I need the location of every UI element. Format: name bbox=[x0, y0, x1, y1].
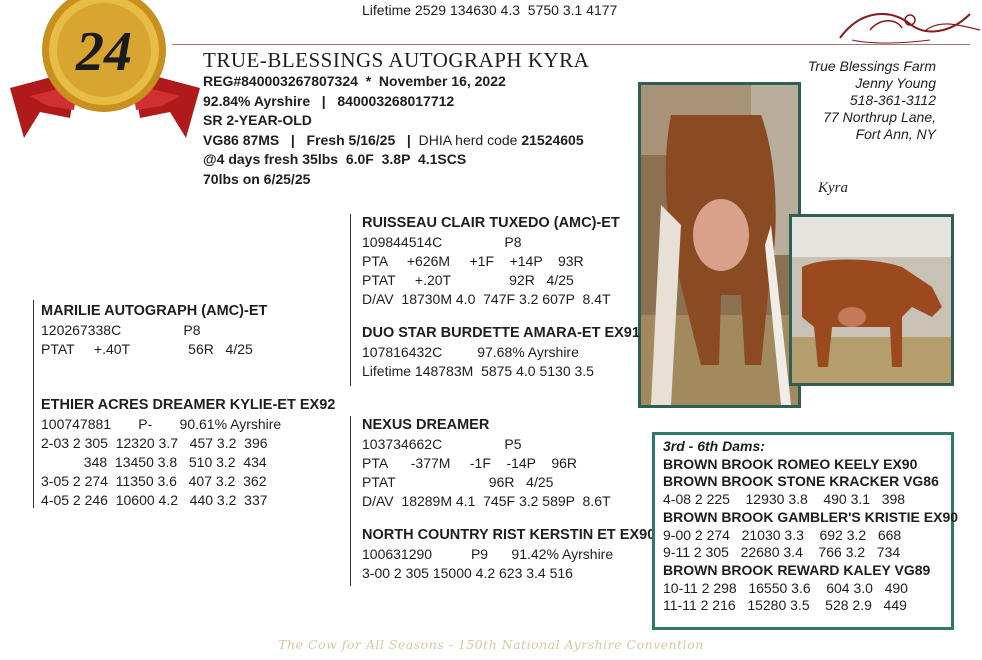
badge-number: 24 bbox=[76, 21, 132, 83]
dam-name: ETHIER ACRES DREAMER KYLIE-ET EX92 bbox=[41, 397, 336, 413]
farm-street: 77 Northrup Lane, bbox=[823, 109, 936, 125]
animal-reg-line: REG#840003267807324 * November 16, 2022 bbox=[203, 73, 506, 89]
dams-box-record: 9-00 2 274 21030 3.3 692 3.2 668 bbox=[663, 526, 902, 543]
sire-dam-line: Lifetime 148783M 5875 4.0 5130 3.5 bbox=[362, 363, 594, 379]
animal-breed-line: 92.84% Ayrshire | 840003268017712 bbox=[203, 92, 455, 109]
animal-classification-a: VG86 87MS | Fresh 5/16/25 | bbox=[203, 131, 419, 148]
sire-side-bracket bbox=[350, 214, 351, 386]
dams-box-name: BROWN BROOK REWARD KALEY VG89 bbox=[663, 561, 931, 578]
dam-sire-line: D/AV 18289M 4.1 745F 3.2 589P 8.6T bbox=[362, 493, 611, 509]
dams-box-name: BROWN BROOK ROMEO KEELY EX90 bbox=[663, 455, 918, 472]
footer-tagline: The Cow for All Seasons - 150th National Ayrshire Convention bbox=[278, 637, 704, 652]
dam-line: 2-03 2 305 12320 3.7 457 3.2 396 bbox=[41, 435, 268, 451]
dam-line: 100747881 P- 90.61% Ayrshire bbox=[41, 416, 282, 432]
medal-24-badge bbox=[0, 0, 210, 170]
sire-sire-line: 109844514C P8 bbox=[362, 234, 522, 250]
dam-sire-block bbox=[362, 416, 611, 511]
farm-contact bbox=[808, 58, 936, 143]
dam-sire-line: 103734662C P5 bbox=[362, 436, 522, 452]
animal-name: TRUE-BLESSINGS AUTOGRAPH KYRA bbox=[203, 48, 590, 72]
dam-dam-line: 3-00 2 305 15000 4.2 623 3.4 516 bbox=[362, 565, 573, 581]
dams-box-record: 4-08 2 225 12930 3.8 490 3.1 398 bbox=[663, 491, 906, 508]
dams-box-name: BROWN BROOK STONE KRACKER VG86 bbox=[663, 473, 939, 490]
header-divider bbox=[172, 44, 970, 45]
sire-dam-name: DUO STAR BURDETTE AMARA-ET EX91 bbox=[362, 325, 640, 341]
dam-side-bracket bbox=[350, 416, 351, 586]
dams-box-name: BROWN BROOK GAMBLER'S KRISTIE EX90 bbox=[663, 508, 959, 525]
flourish-ornament bbox=[830, 0, 982, 46]
farm-name: True Blessings Farm bbox=[807, 58, 936, 74]
dams-box-record: 9-11 2 305 22680 3.4 766 3.2 734 bbox=[663, 544, 901, 561]
dams-box-header: 3rd - 6th Dams: bbox=[663, 438, 765, 454]
sire-sire-line: PTA +626M +1F +14P 93R bbox=[362, 253, 584, 269]
sire-sire-block bbox=[362, 214, 620, 309]
sire-dam-line: 107816432C 97.68% Ayrshire bbox=[362, 344, 579, 360]
dam-line: 4-05 2 246 10600 4.2 440 3.2 337 bbox=[41, 492, 268, 508]
dam-dam-block bbox=[362, 526, 655, 583]
farm-owner: Jenny Young bbox=[855, 75, 936, 91]
sire-block bbox=[41, 302, 267, 359]
photo-caption: Kyra bbox=[818, 180, 848, 196]
farm-city: Fort Ann, NY bbox=[855, 126, 936, 142]
dam-sire-line: PTA -377M -1F -14P 96R bbox=[362, 455, 578, 471]
dam-line: 3-05 2 274 11350 3.6 407 3.2 362 bbox=[41, 473, 267, 489]
dam-line: 348 13450 3.8 510 3.2 434 bbox=[41, 454, 267, 470]
animal-class-line: SR 2-YEAR-OLD bbox=[203, 112, 312, 128]
animal-test-line: @4 days fresh 35lbs 6.0F 3.8P 4.1SCS bbox=[203, 151, 467, 167]
sire-dam-block bbox=[362, 324, 640, 381]
animal-classification-b: DHIA herd code bbox=[418, 131, 522, 148]
sire-sire-line: PTAT +.20T 92R 4/25 bbox=[362, 272, 574, 288]
dams-box-record: 10-11 2 298 16550 3.6 604 3.0 490 bbox=[663, 579, 908, 596]
cow-side-photo bbox=[789, 214, 954, 386]
sire-line: PTAT +.40T 56R 4/25 bbox=[41, 341, 253, 357]
sire-name: MARILIE AUTOGRAPH (AMC)-ET bbox=[41, 303, 268, 319]
dam-block bbox=[41, 396, 335, 510]
farm-phone: 518-361-3112 bbox=[849, 92, 936, 108]
dams-box-record: 11-11 2 216 15280 3.5 528 2.9 449 bbox=[663, 597, 907, 614]
dam-sire-line: PTAT 96R 4/25 bbox=[362, 474, 554, 490]
animal-classification-c: 21524605 bbox=[521, 131, 584, 148]
animal-milk-line: 70lbs on 6/25/25 bbox=[203, 170, 311, 187]
sire-sire-line: D/AV 18730M 4.0 747F 3.2 607P 8.4T bbox=[362, 291, 611, 307]
sire-sire-name: RUISSEAU CLAIR TUXEDO (AMC)-ET bbox=[362, 215, 620, 231]
dam-dam-line: 100631290 P9 91.42% Ayrshire bbox=[362, 546, 614, 562]
header-lifetime: Lifetime 2529 134630 4.3 5750 3.1 4177 bbox=[362, 2, 618, 18]
dam-sire-name: NEXUS DREAMER bbox=[362, 417, 490, 433]
sire-line: 120267338C P8 bbox=[41, 322, 201, 338]
parents-bracket bbox=[33, 300, 34, 508]
animal-classification-line bbox=[203, 131, 584, 151]
extended-dams-box bbox=[652, 432, 959, 630]
animal-details bbox=[203, 72, 584, 189]
dam-dam-name: NORTH COUNTRY RIST KERSTIN ET EX90 bbox=[362, 527, 656, 543]
cow-rear-photo bbox=[638, 82, 801, 408]
